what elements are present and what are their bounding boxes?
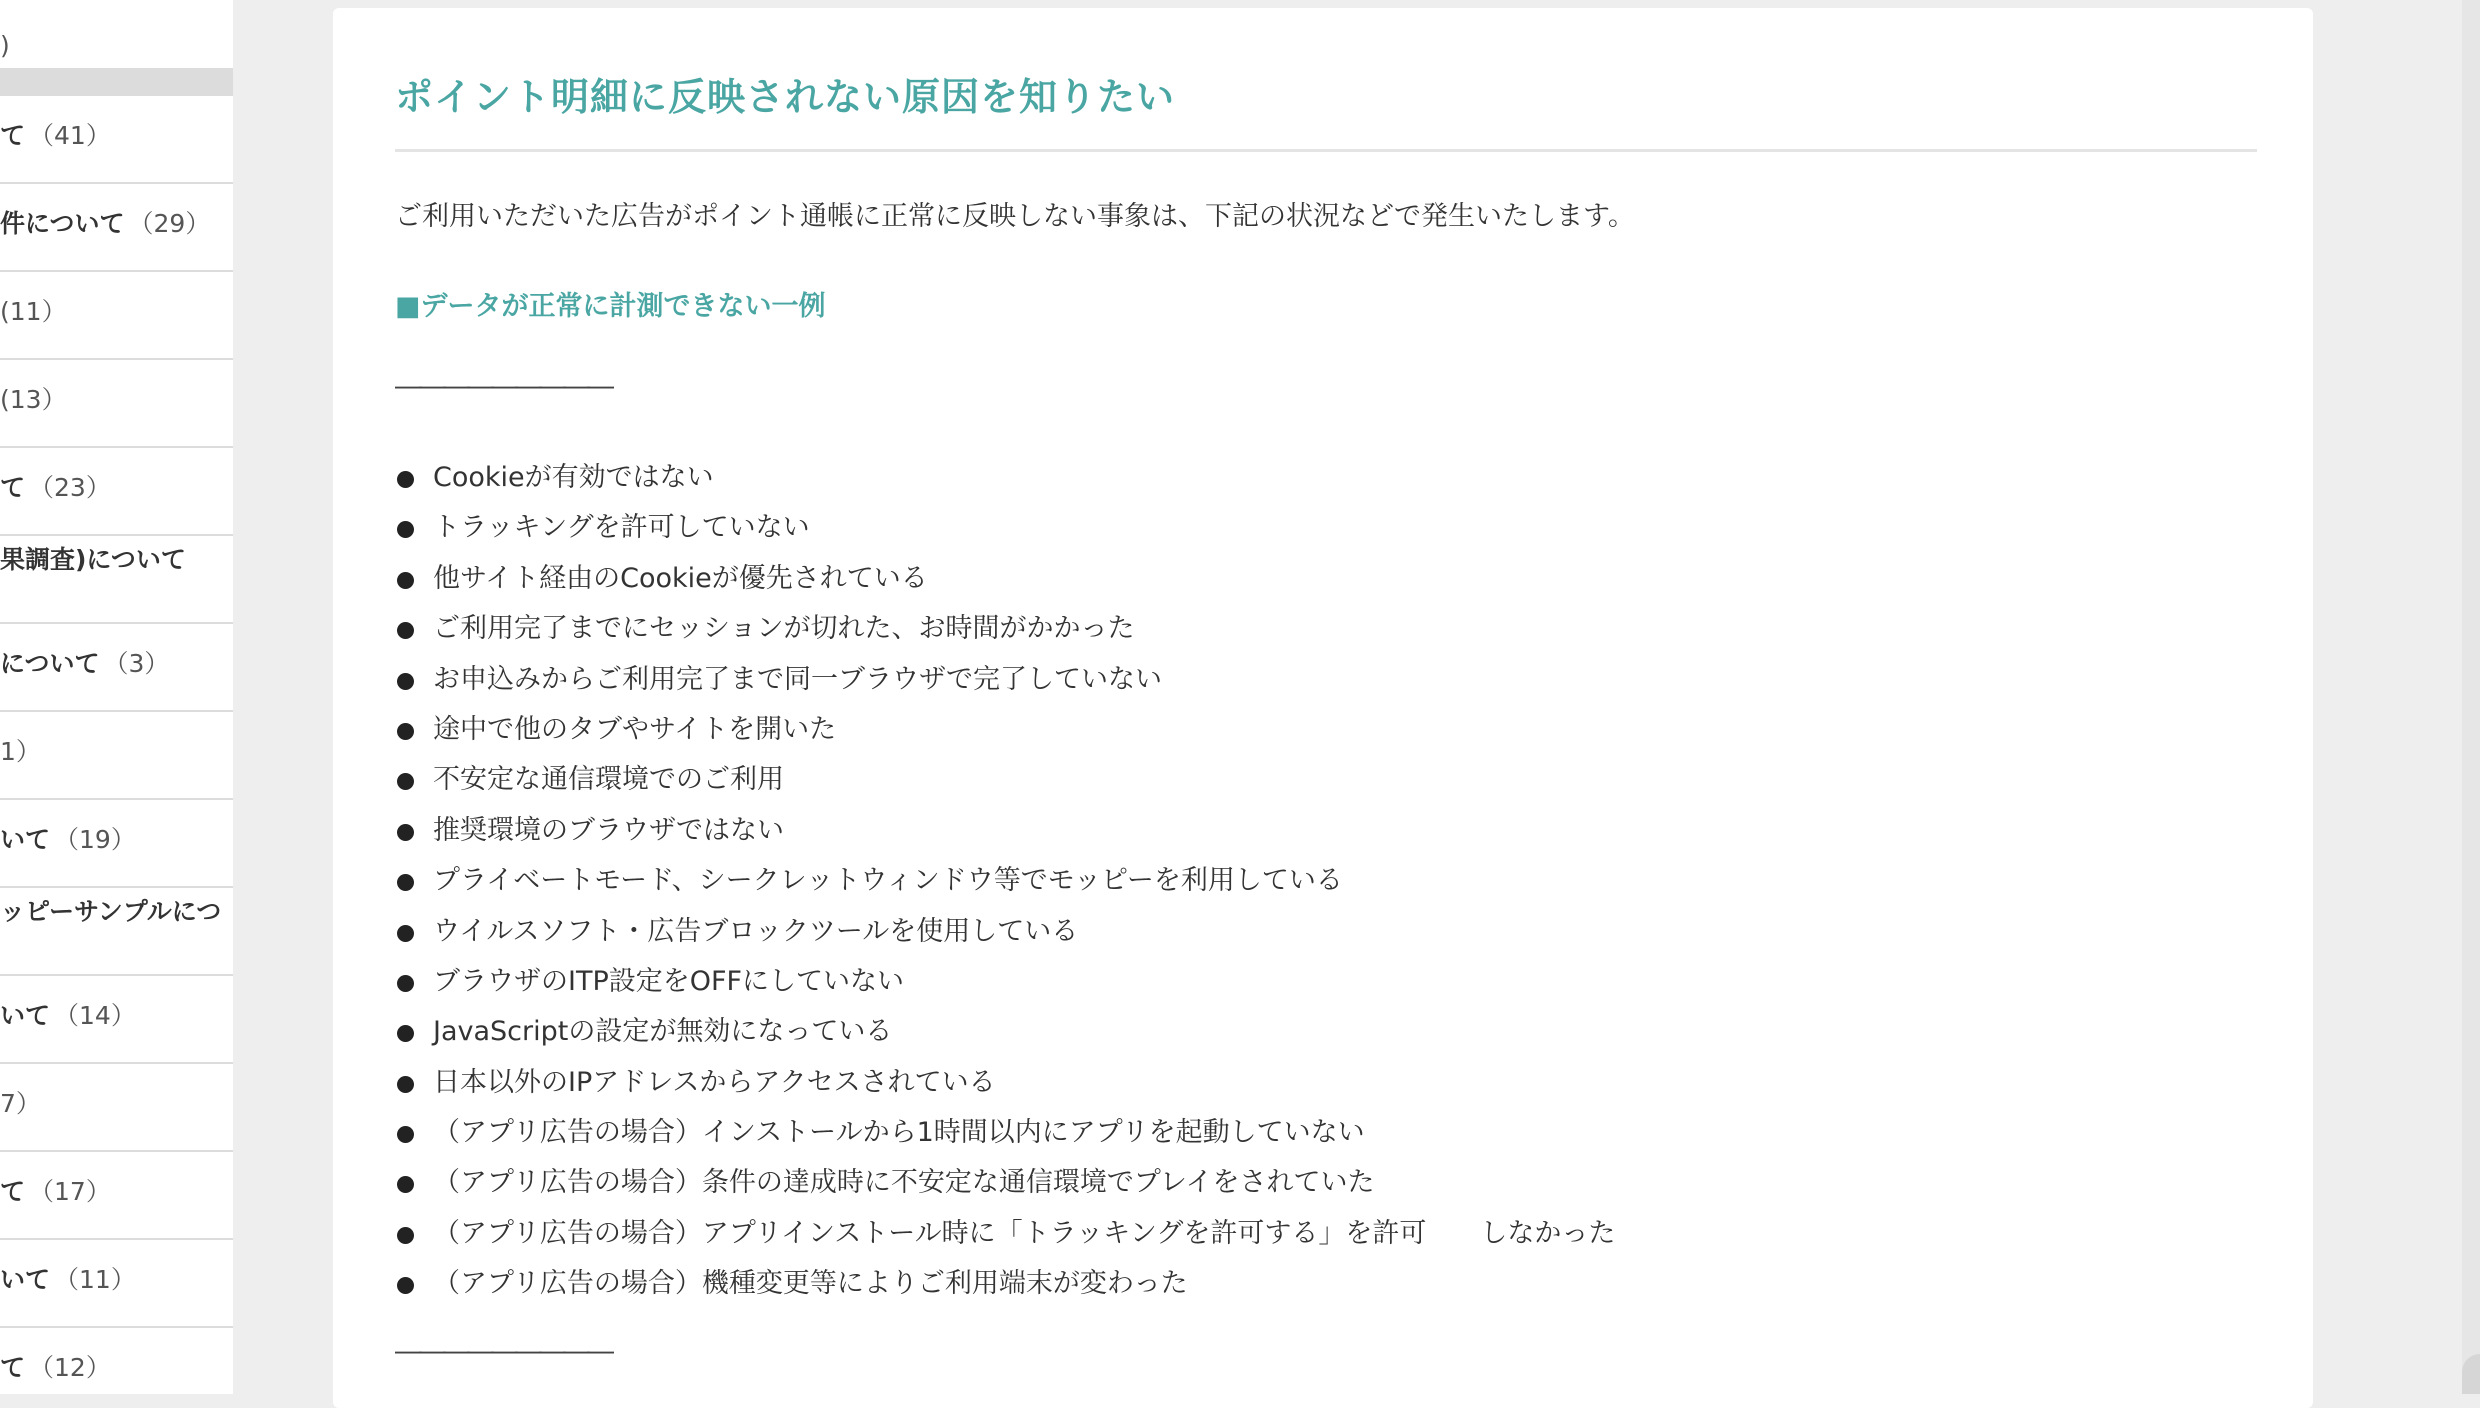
list-item	[395, 561, 1615, 611]
sidebar-item-category[interactable]	[0, 888, 233, 974]
article-intro: ご利用いただいた広告がポイント通帳に正常に反映しない事象は、下記の状況などで発生いたします。	[395, 201, 1635, 232]
sidebar-item-count: （11）	[54, 1265, 136, 1294]
sidebar-item-category[interactable]	[0, 800, 233, 886]
bullet-icon	[397, 1076, 414, 1093]
reason-text: （アプリ広告の場合）インストールから1時間以内にアプリを起動していない	[433, 1117, 1365, 1149]
reason-text: 他サイト経由のCookieが優先されている	[433, 562, 928, 594]
reason-text: （アプリ広告の場合）条件の達成時に不安定な通信環境でプレイをされていた	[433, 1167, 1375, 1199]
list-item	[395, 914, 1615, 964]
bullet-icon	[397, 773, 414, 790]
list-item	[395, 712, 1615, 762]
reason-text: お申込みからご利用完了まで同一ブラウザで完了していない	[433, 663, 1162, 695]
dash-divider-top: ―――――――――	[395, 371, 611, 402]
reason-text: 日本以外のIPアドレスからアクセスされている	[433, 1066, 996, 1098]
list-item	[395, 863, 1615, 913]
sidebar-item-count: （29）	[128, 209, 211, 238]
list-item	[395, 611, 1615, 661]
list-item	[395, 1266, 1615, 1316]
list-item	[395, 1216, 1615, 1266]
reason-list	[395, 460, 1615, 1317]
bullet-icon	[397, 824, 414, 841]
reason-text: 不安定な通信環境でのご利用	[433, 764, 784, 796]
bullet-icon	[397, 1126, 414, 1143]
sidebar-item-category[interactable]	[0, 0, 233, 68]
title-divider	[395, 149, 2257, 152]
sidebar-item-label: ッピーサンプルにつ	[0, 897, 222, 926]
list-item	[395, 1165, 1615, 1215]
reason-text: ブラウザのITP設定をOFFにしていない	[433, 965, 905, 997]
sidebar-item-count: （12）	[29, 1353, 111, 1382]
list-item	[395, 460, 1615, 510]
sidebar-item-label: て	[0, 121, 26, 150]
bullet-icon	[397, 1025, 414, 1042]
sidebar-item-count: (13）	[0, 385, 67, 414]
sidebar-item-label: いて	[0, 1265, 51, 1294]
sidebar-item-count: 1）	[0, 737, 41, 766]
sidebar-item-category[interactable]	[0, 624, 233, 710]
bullet-icon	[397, 521, 414, 538]
sidebar-item-label: て	[0, 1177, 26, 1206]
sidebar-item-count: （41）	[29, 121, 111, 150]
sidebar-item-count: （3）	[103, 649, 170, 678]
bullet-icon	[397, 874, 414, 891]
sidebar-item-category[interactable]	[0, 96, 233, 182]
sidebar-item-label: いて	[0, 825, 51, 854]
bullet-icon	[397, 471, 414, 488]
bullet-icon	[397, 622, 414, 639]
section-heading: ■データが正常に計測できない一例	[395, 291, 826, 322]
sidebar-item-category[interactable]	[0, 360, 233, 446]
bullet-icon	[397, 1277, 414, 1294]
sidebar-item-count: (11）	[0, 297, 67, 326]
bullet-icon	[397, 1176, 414, 1193]
sidebar-item-category[interactable]	[0, 1328, 233, 1394]
bullet-icon	[397, 1227, 414, 1244]
reason-text: 推奨環境のブラウザではない	[433, 814, 784, 846]
list-item	[395, 964, 1615, 1014]
list-item	[395, 1065, 1615, 1115]
sidebar-item-category[interactable]	[0, 976, 233, 1062]
sidebar-item-count: （14）	[54, 1001, 136, 1030]
sidebar-item-label: て	[0, 1353, 26, 1382]
sidebar-item-category[interactable]	[0, 712, 233, 798]
sidebar-item-count: （19）	[54, 825, 136, 854]
sidebar-item-count: （23）	[29, 473, 111, 502]
reason-text: プライベートモード、シークレットウィンドウ等でモッピーを利用している	[433, 865, 1343, 897]
sidebar-item-category[interactable]	[0, 184, 233, 270]
reason-text: 途中で他のタブやサイトを開いた	[433, 713, 837, 745]
sidebar-item-count: （17）	[29, 1177, 111, 1206]
page-title: ポイント明細に反映されない原因を知りたい	[395, 75, 1176, 119]
reason-text: Cookieが有効ではない	[433, 462, 714, 493]
bullet-icon	[397, 572, 414, 589]
sidebar-item-label: 件について	[0, 209, 125, 238]
sidebar-item-category[interactable]	[0, 536, 233, 622]
sidebar-item-label: て	[0, 473, 26, 502]
dash-divider-bottom: ―――――――――	[395, 1336, 611, 1367]
sidebar-item-count: 7）	[0, 1089, 41, 1118]
sidebar-item-label: 果調査)について	[0, 545, 186, 574]
window-edge	[2462, 0, 2480, 1394]
reason-text: ご利用完了までにセッションが切れた、お時間がかかった	[433, 613, 1135, 645]
sidebar-item-category[interactable]	[0, 272, 233, 358]
sidebar-item-category[interactable]	[0, 448, 233, 534]
bullet-icon	[397, 723, 414, 740]
sidebar-item-label: いて	[0, 1001, 51, 1030]
reason-text: （アプリ広告の場合）機種変更等によりご利用端末が変わった	[433, 1268, 1188, 1300]
sidebar-item-label: について	[0, 649, 100, 678]
bullet-icon	[397, 975, 414, 992]
bullet-icon	[397, 673, 414, 690]
list-item	[395, 1115, 1615, 1165]
list-item	[395, 762, 1615, 812]
sidebar-item-category[interactable]	[0, 1064, 233, 1150]
reason-text: ウイルスソフト・広告ブロックツールを使用している	[433, 915, 1079, 947]
reason-text: JavaScriptの設定が無効になっている	[433, 1016, 893, 1048]
bullet-icon	[397, 925, 414, 942]
reason-text: トラッキングを許可していない	[433, 512, 810, 544]
list-item	[395, 662, 1615, 712]
sidebar-item-category[interactable]	[0, 1152, 233, 1238]
category-sidebar	[0, 0, 233, 1394]
sidebar-item-count: )	[0, 31, 10, 60]
list-item	[395, 813, 1615, 863]
reason-text: （アプリ広告の場合）アプリインストール時に「トラッキングを許可する」を許可 しなかった	[433, 1217, 1616, 1249]
list-item	[395, 510, 1615, 560]
list-item	[395, 1014, 1615, 1064]
faq-article-card	[333, 8, 2313, 1408]
sidebar-item-category[interactable]	[0, 1240, 233, 1326]
